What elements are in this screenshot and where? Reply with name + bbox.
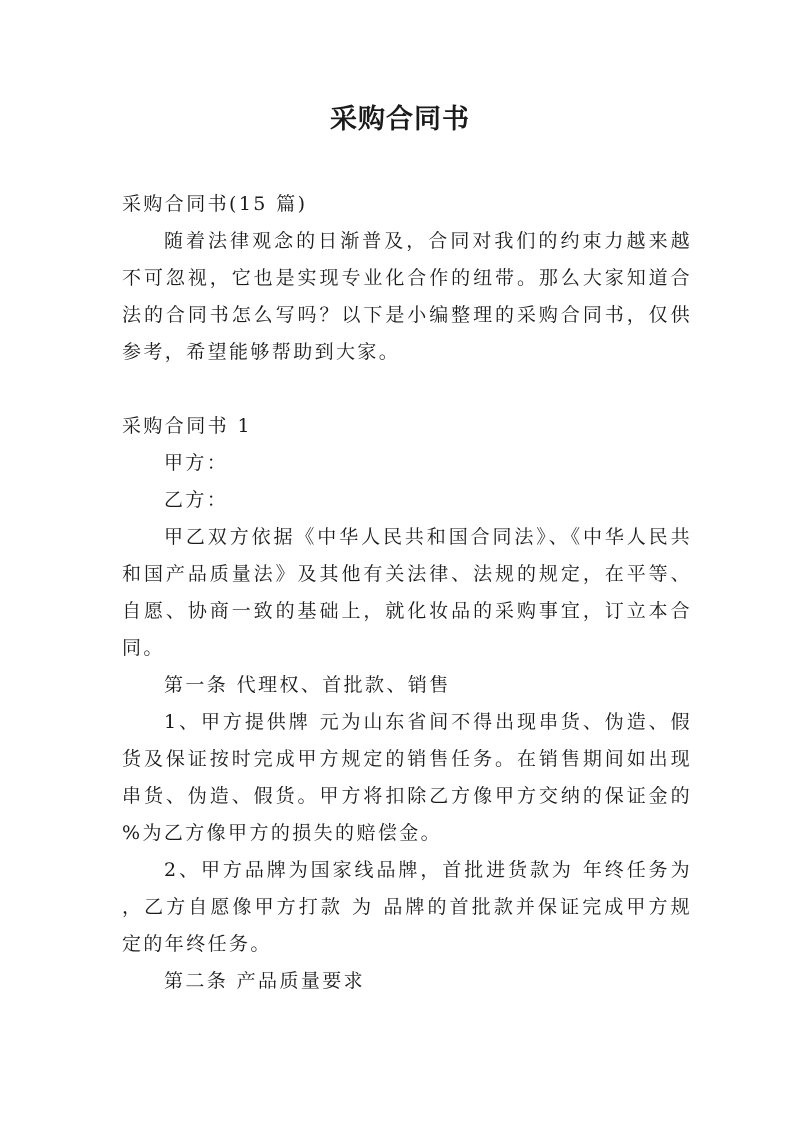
article-1-item-1: 1、甲方提供牌 元为山东省间不得出现串货、伪造、假货及保证按时完成甲方规定的销售任务。在销售期间如出现串货、伪造、假货。甲方将扣除乙方像甲方交纳的保证金的 %为乙方像甲方的损失的赔偿金。	[122, 711, 692, 844]
document-title: 采购合同书	[330, 104, 470, 135]
article-1-title: 第一条 代理权、首批款、销售	[164, 674, 451, 696]
document-subtitle: 采购合同书(15 篇)	[122, 193, 308, 215]
party-a-label: 甲方：	[164, 452, 229, 474]
paragraph-gap	[122, 371, 692, 408]
section-title: 采购合同书 1	[122, 415, 252, 437]
document-body	[122, 186, 692, 1000]
party-b-label: 乙方：	[164, 489, 229, 511]
preamble-paragraph: 甲乙双方依据《中华人民共和国合同法》、《中华人民共和国产品质量法》及其他有关法律、法规的规定，在平等、自愿、协商一致的基础上，就化妆品的采购事宜，订立本合同。	[122, 526, 692, 659]
intro-paragraph: 随着法律观念的日渐普及，合同对我们的约束力越来越不可忽视，它也是实现专业化合作的纽带。那么大家知道合法的合同书怎么写吗？以下是小编整理的采购合同书，仅供参考，希望能够帮助到大家。	[122, 230, 692, 363]
article-1-item-2: 2、甲方品牌为国家线品牌，首批进货款为 年终任务为 ，乙方自愿像甲方打款 为 品牌的首批款并保证完成甲方规定的年终任务。	[122, 859, 692, 955]
article-2-title: 第二条 产品质量要求	[164, 970, 366, 992]
